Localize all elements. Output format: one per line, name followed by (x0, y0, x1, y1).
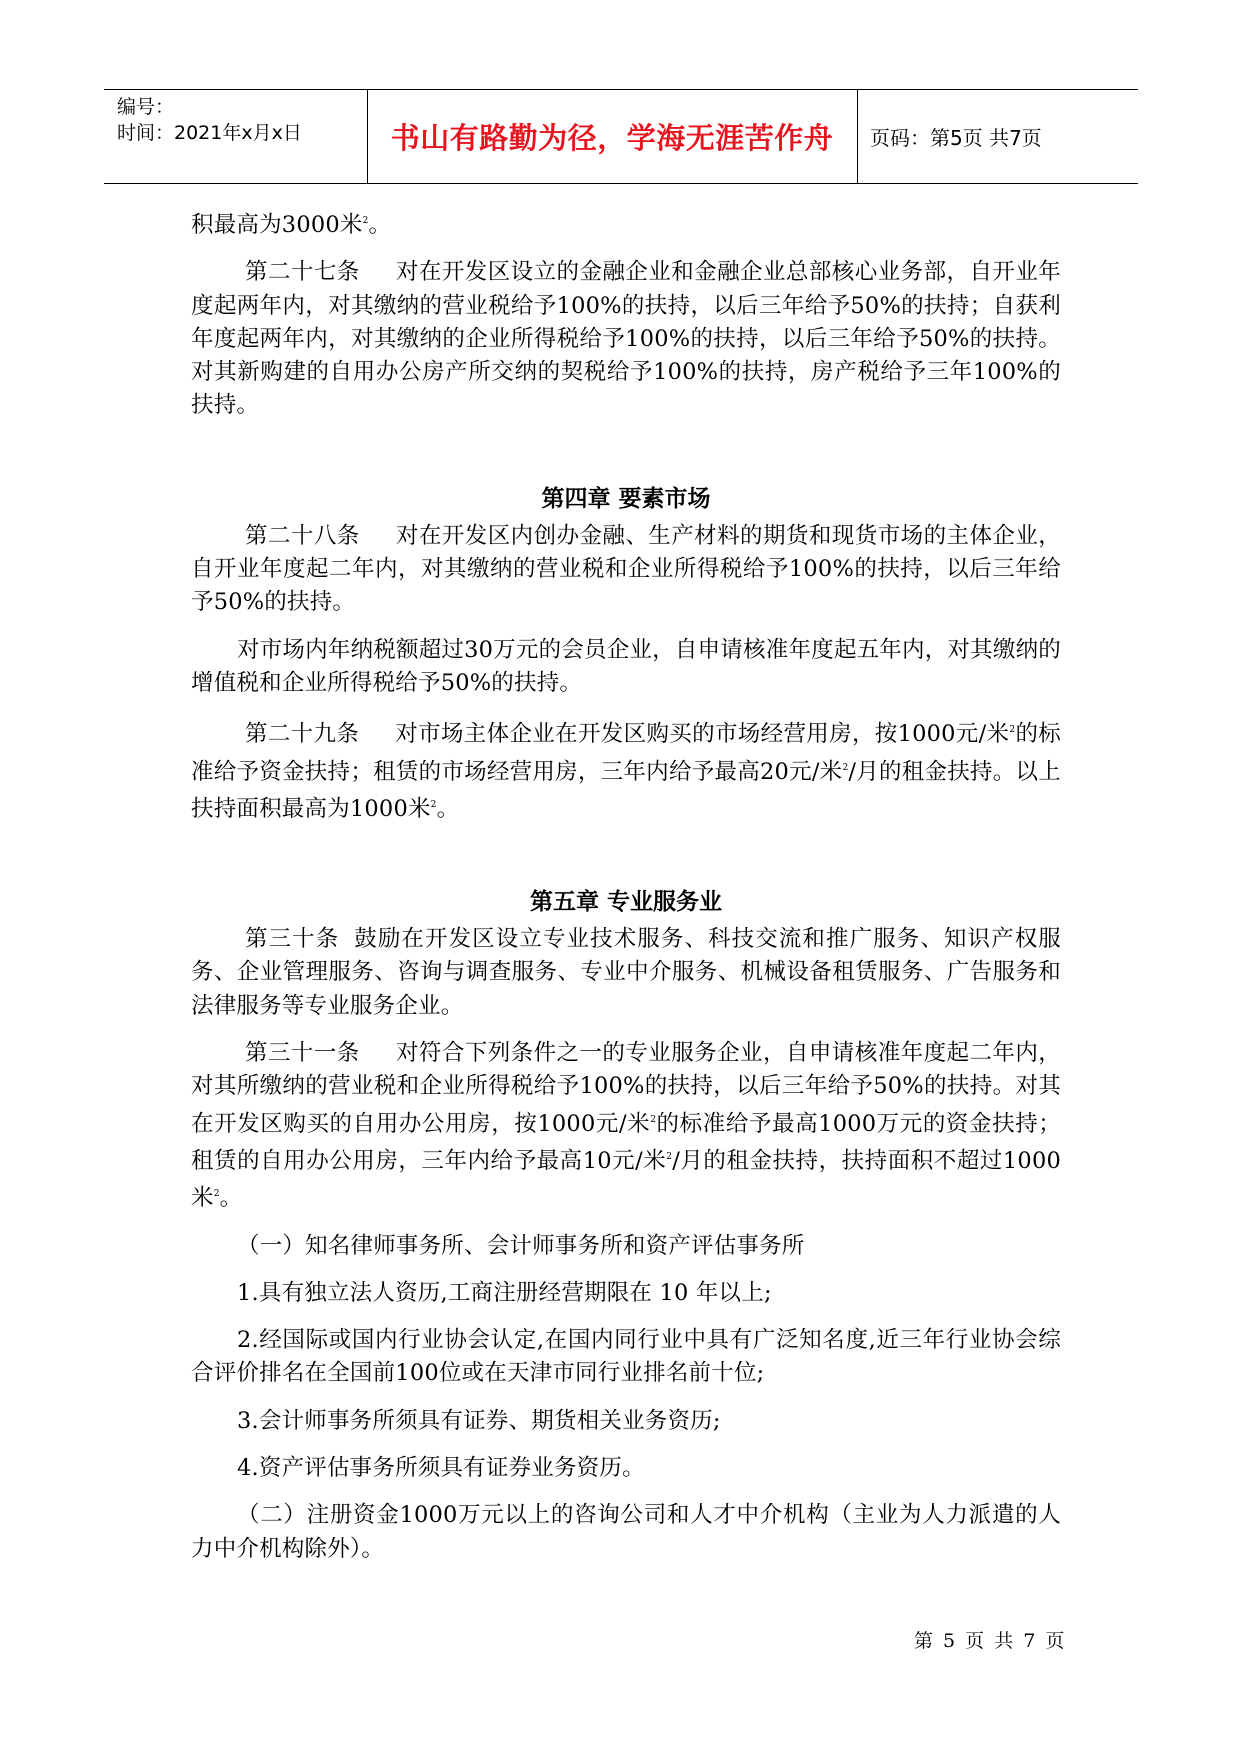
article-title: 第三十一条 (245, 1040, 360, 1067)
list-item: （二）注册资金1000万元以上的咨询公司和人才中介机构（主业为人力派遣的人力中介机构除外）。 (191, 1502, 1061, 1562)
article-title: 第三十条 (245, 926, 340, 953)
header-motto: 书山有路勤为径，学海无涯苦作舟 (390, 121, 834, 155)
article-title: 第二十七条 (245, 259, 360, 286)
article-title: 第二十八条 (245, 522, 360, 549)
document-body (191, 205, 1061, 1580)
list-item: 2.经国际或国内行业协会认定,在国内同行业中具有广泛知名度,近三年行业协会综合评价排名在全国前100位或在天津市同行业排名前十位; (191, 1327, 1061, 1387)
page-footer: 第 5 页 共 7 页 (914, 1630, 1067, 1652)
article-30: 第三十条 鼓励在开发区设立专业技术服务、科技交流和推广服务、知识产权服务、企业管理服务、咨询与调查服务、专业中介服务、机械设备租赁服务、广告服务和法律服务等专业服务企业。 (191, 926, 1061, 1019)
article-title: 第二十九条 (245, 721, 360, 748)
article-29: 第二十九条 对市场主体企业在开发区购买的市场经营用房，按1000元/米$^2$的标准给予资金扶持；租赁的市场经营用房，三年内给予最高20元/米$^2$/月的租金扶持。以上扶持面积最高为1000米$^2$。 (191, 721, 1061, 822)
list-item: 3.会计师事务所须具有证券、期货相关业务资历; (237, 1407, 721, 1434)
list-item: （一）知名律师事务所、会计师事务所和资产评估事务所 (237, 1232, 805, 1259)
document-time-label: 时间：2021年x月x日 (117, 122, 302, 144)
paragraph: 积最高为3000米$^2$。 (191, 212, 392, 238)
chapter-heading-4: 第四章 要素市场 (541, 485, 711, 512)
header-page-label: 页码：第5页 共7页 (870, 126, 1042, 150)
page-header (104, 89, 1138, 184)
header-divider (857, 90, 858, 183)
article-28: 第二十八条 对在开发区内创办金融、生产材料的期货和现货市场的主体企业，自开业年度起二年内，对其缴纳的营业税和企业所得税给予100%的扶持，以后三年给予50%的扶持。 (191, 522, 1061, 616)
list-item: 4.资产评估事务所须具有证券业务资历。 (237, 1455, 645, 1482)
header-info (117, 94, 302, 146)
chapter-heading-5: 第五章 专业服务业 (529, 889, 722, 916)
paragraph: 对市场内年纳税额超过30万元的会员企业，自申请核准年度起五年内，对其缴纳的增值税和企业所得税给予50%的扶持。 (191, 636, 1061, 696)
document-number-label: 编号： (117, 96, 175, 118)
list-item: 1.具有独立法人资历,工商注册经营期限在 10 年以上; (237, 1279, 772, 1306)
article-27: 第二十七条 对在开发区设立的金融企业和金融企业总部核心业务部，自开业年度起两年内，对其缴纳的营业税给予100%的扶持，以后三年给予50%的扶持；自获利年度起两年内，对其缴纳的企业所得税给予100%的扶持，以后三年给予50%的扶持。对其新购建的自用办公房产所交纳的契税给予100%的扶持，房产税给予三年100%的扶持。 (191, 259, 1061, 419)
article-31: 第三十一条 对符合下列条件之一的专业服务企业，自申请核准年度起二年内，对其所缴纳的营业税和企业所得税给予100%的扶持，以后三年给予50%的扶持。对其在开发区购买的自用办公用房，按1000元/米$^2$的标准给予最高1000万元的资金扶持；租赁的自用办公用房，三年内给予最高10元/米$^2$/月的租金扶持，扶持面积不超过1000米$^2$。 (191, 1040, 1062, 1212)
